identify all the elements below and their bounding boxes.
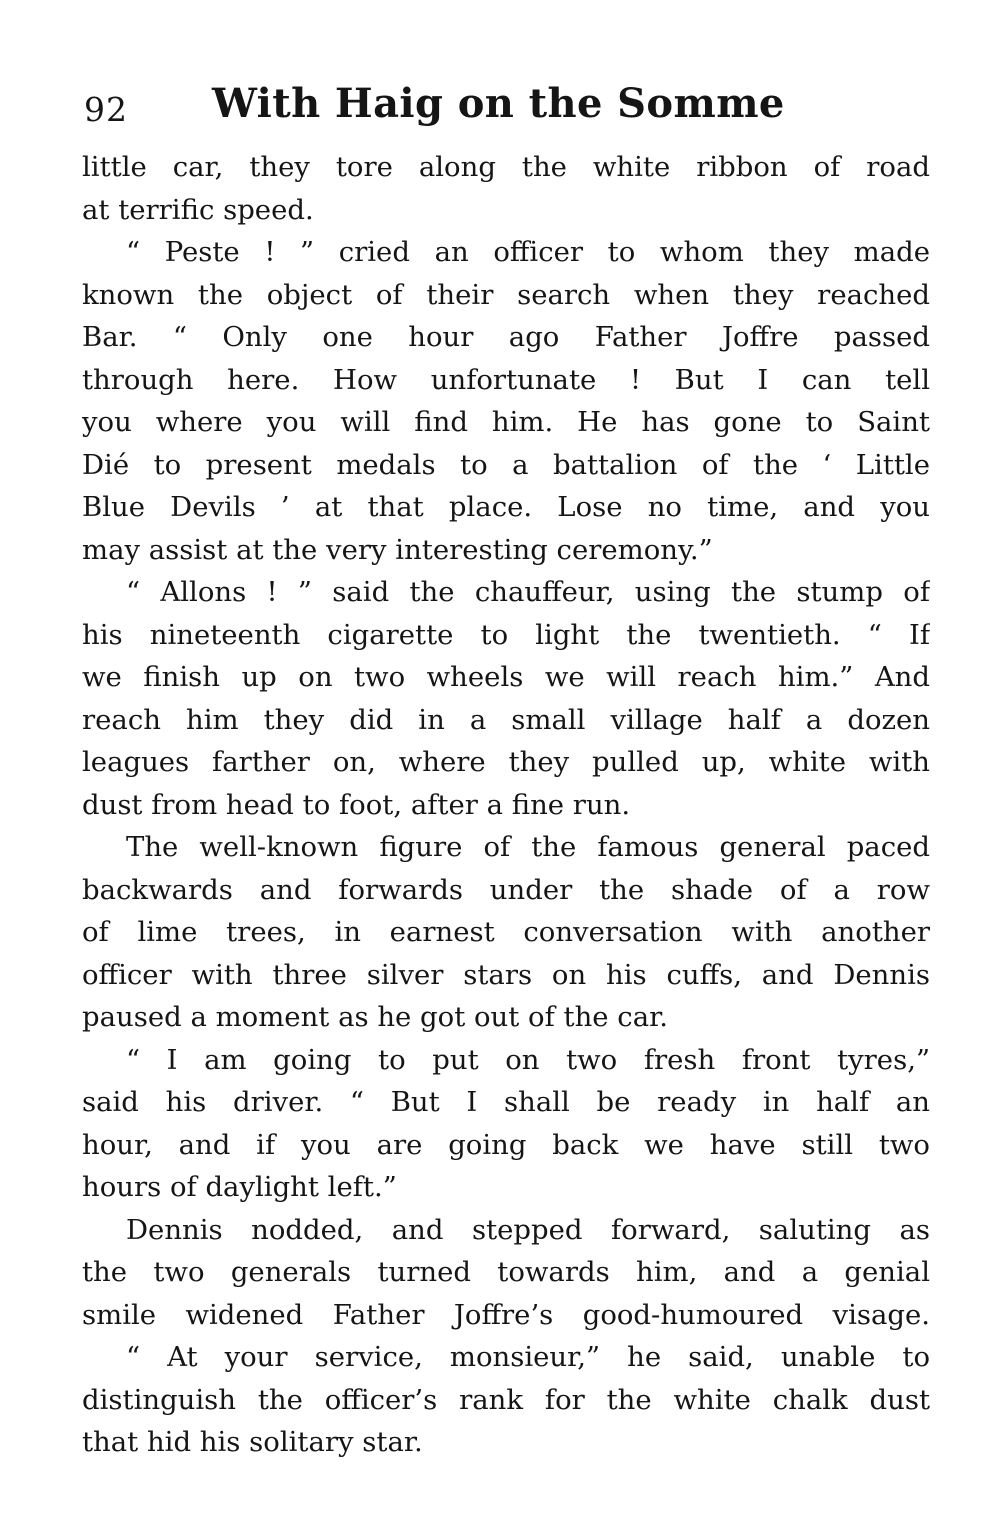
text-line: “ Peste ! ” cried an officer to whom they made	[126, 236, 930, 268]
text-line: smile widened Father Joffre’s good-humoured visage.	[82, 1298, 930, 1331]
page-number: 92	[84, 90, 128, 129]
body-text	[82, 146, 930, 1464]
text-line: The well-known figure of the famous general paced	[126, 831, 930, 863]
text-line: leagues farther on, where they pulled up, white with	[82, 746, 930, 778]
text-line: hours of daylight left.”	[82, 1171, 397, 1203]
running-title: With Haig on the Somme	[212, 80, 785, 127]
text-line: distinguish the officer’s rank for the white chalk dust	[82, 1383, 930, 1416]
text-line: officer with three silver stars on his cuffs, and Dennis	[82, 958, 930, 991]
text-line: you where you will find him. He has gone to Saint	[82, 406, 930, 438]
text-line: Blue Devils ’ at that place. Lose no time, and you	[82, 491, 930, 523]
page-header	[84, 80, 930, 134]
text-line: little car, they tore along the white ribbon of road	[82, 151, 930, 183]
text-line: Dennis nodded, and stepped forward, saluting as	[126, 1213, 930, 1246]
text-line: known the object of their search when they reached	[82, 278, 930, 311]
text-line: his nineteenth cigarette to light the twentieth. “ If	[82, 618, 930, 651]
text-line: at terrific speed.	[82, 193, 314, 226]
text-line: Dié to present medals to a battalion of the ‘ Little	[82, 448, 930, 481]
text-line: “ I am going to put on two fresh front tyres,”	[126, 1043, 930, 1076]
text-line: may assist at the very interesting ceremony.”	[82, 533, 713, 566]
text-line: reach him they did in a small village half a dozen	[82, 703, 930, 736]
text-line: that hid his solitary star.	[82, 1426, 423, 1458]
text-line: through here. How unfortunate ! But I can tell	[82, 363, 930, 396]
text-line: the two generals turned towards him, and a genial	[82, 1256, 930, 1288]
text-line: hour, and if you are going back we have still two	[82, 1128, 930, 1161]
text-line: we finish up on two wheels we will reach him.” And	[82, 661, 930, 693]
text-line: dust from head to foot, after a fine run.	[82, 788, 631, 821]
text-line: “ Allons ! ” said the chauffeur, using the stump of	[126, 576, 930, 608]
text-line: backwards and forwards under the shade of a row	[82, 873, 930, 906]
text-line: of lime trees, in earnest conversation with another	[82, 916, 930, 948]
text-line: “ At your service, monsieur,” he said, unable to	[126, 1341, 930, 1373]
text-line: said his driver. “ But I shall be ready in half an	[82, 1086, 930, 1118]
text-line: paused a moment as he got out of the car.	[82, 1001, 668, 1033]
text-line: Bar. “ Only one hour ago Father Joffre passed	[82, 321, 930, 353]
